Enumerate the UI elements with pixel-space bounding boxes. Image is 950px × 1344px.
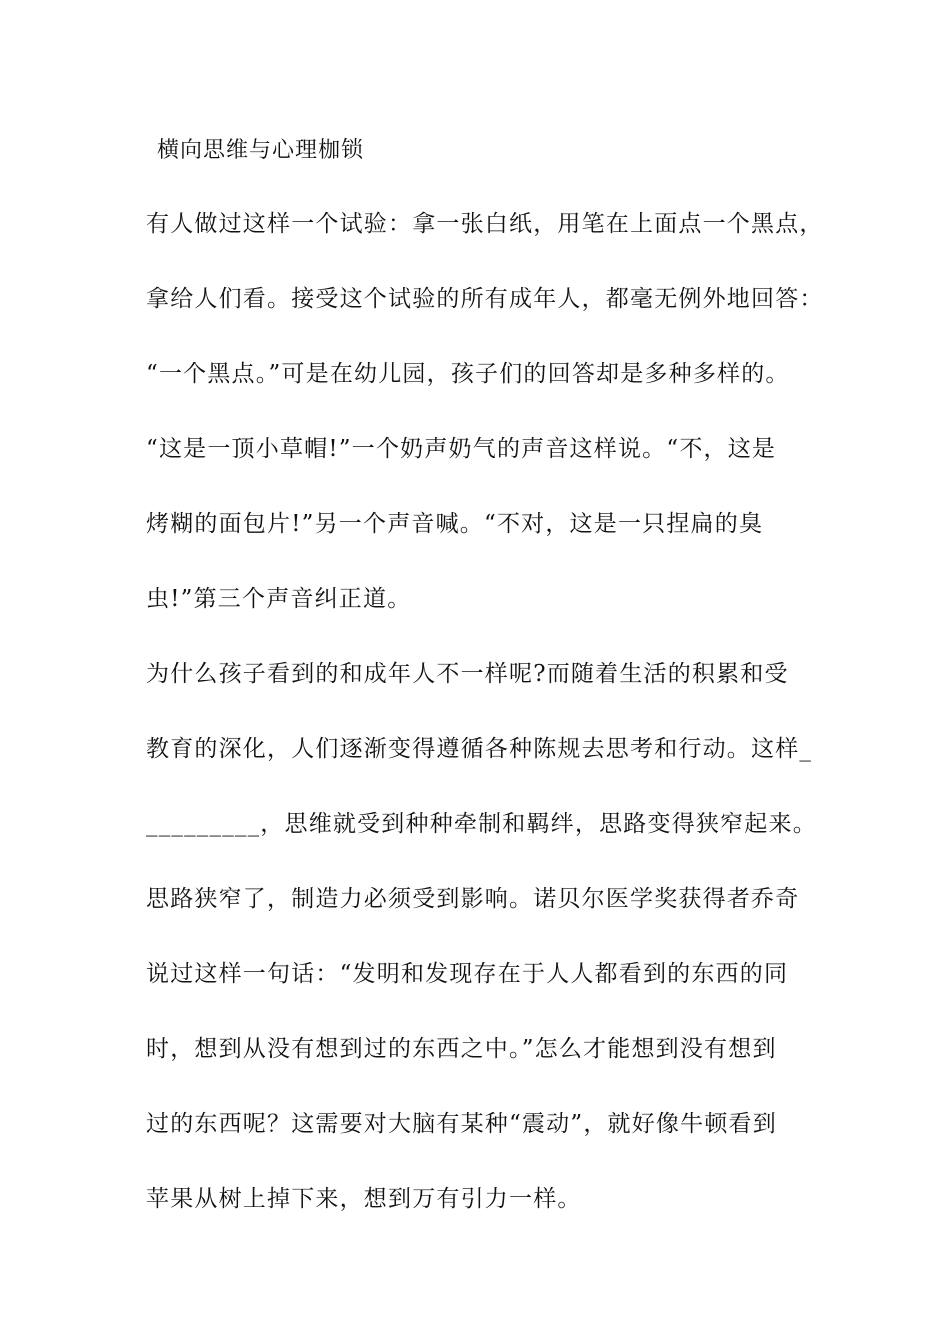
paragraph-line-13: 过的东西呢？这需要对大脑有某种“震动”，就好像牛顿看到 [146,1111,777,1137]
document-title: 横向思维与心理枷锁 [157,138,365,163]
paragraph-line-6: 虫!”第三个声音纠正道。 [146,586,412,612]
paragraph-line-9: _________，思维就受到种种牵制和羁绊，思路变得狭窄起来。 [146,811,817,837]
paragraph-line-2: 拿给人们看。接受这个试验的所有成年人，都毫无例外地回答： [146,286,824,312]
paragraph-line-3: “一个黑点。”可是在幼儿园，孩子们的回答却是多种多样的。 [146,361,790,387]
paragraph-line-14: 苹果从树上掉下来，想到万有引力一样。 [146,1186,582,1212]
paragraph-line-12: 时，想到从没有想到过的东西之中。”怎么才能想到没有想到 [146,1036,777,1062]
paragraph-line-7: 为什么孩子看到的和成年人不一样呢?而随着生活的积累和受 [146,661,789,687]
paragraph-line-8: 教育的深化，人们逐渐变得遵循各种陈规去思考和行动。这样_ [146,736,813,762]
paragraph-line-10: 思路狭窄了，制造力必须受到影响。诺贝尔医学奖获得者乔奇 [146,886,800,912]
paragraph-line-1: 有人做过这样一个试验：拿一张白纸，用笔在上面点一个黑点， [146,211,824,237]
paragraph-line-11: 说过这样一句话：“发明和发现存在于人人都看到的东西的同 [146,961,789,987]
paragraph-line-4: “这是一顶小草帽!”一个奶声奶气的声音这样说。“不，这是 [146,436,777,462]
paragraph-line-5: 烤糊的面包片!”另一个声音喊。“不对，这是一只捏扁的臭 [146,511,764,537]
